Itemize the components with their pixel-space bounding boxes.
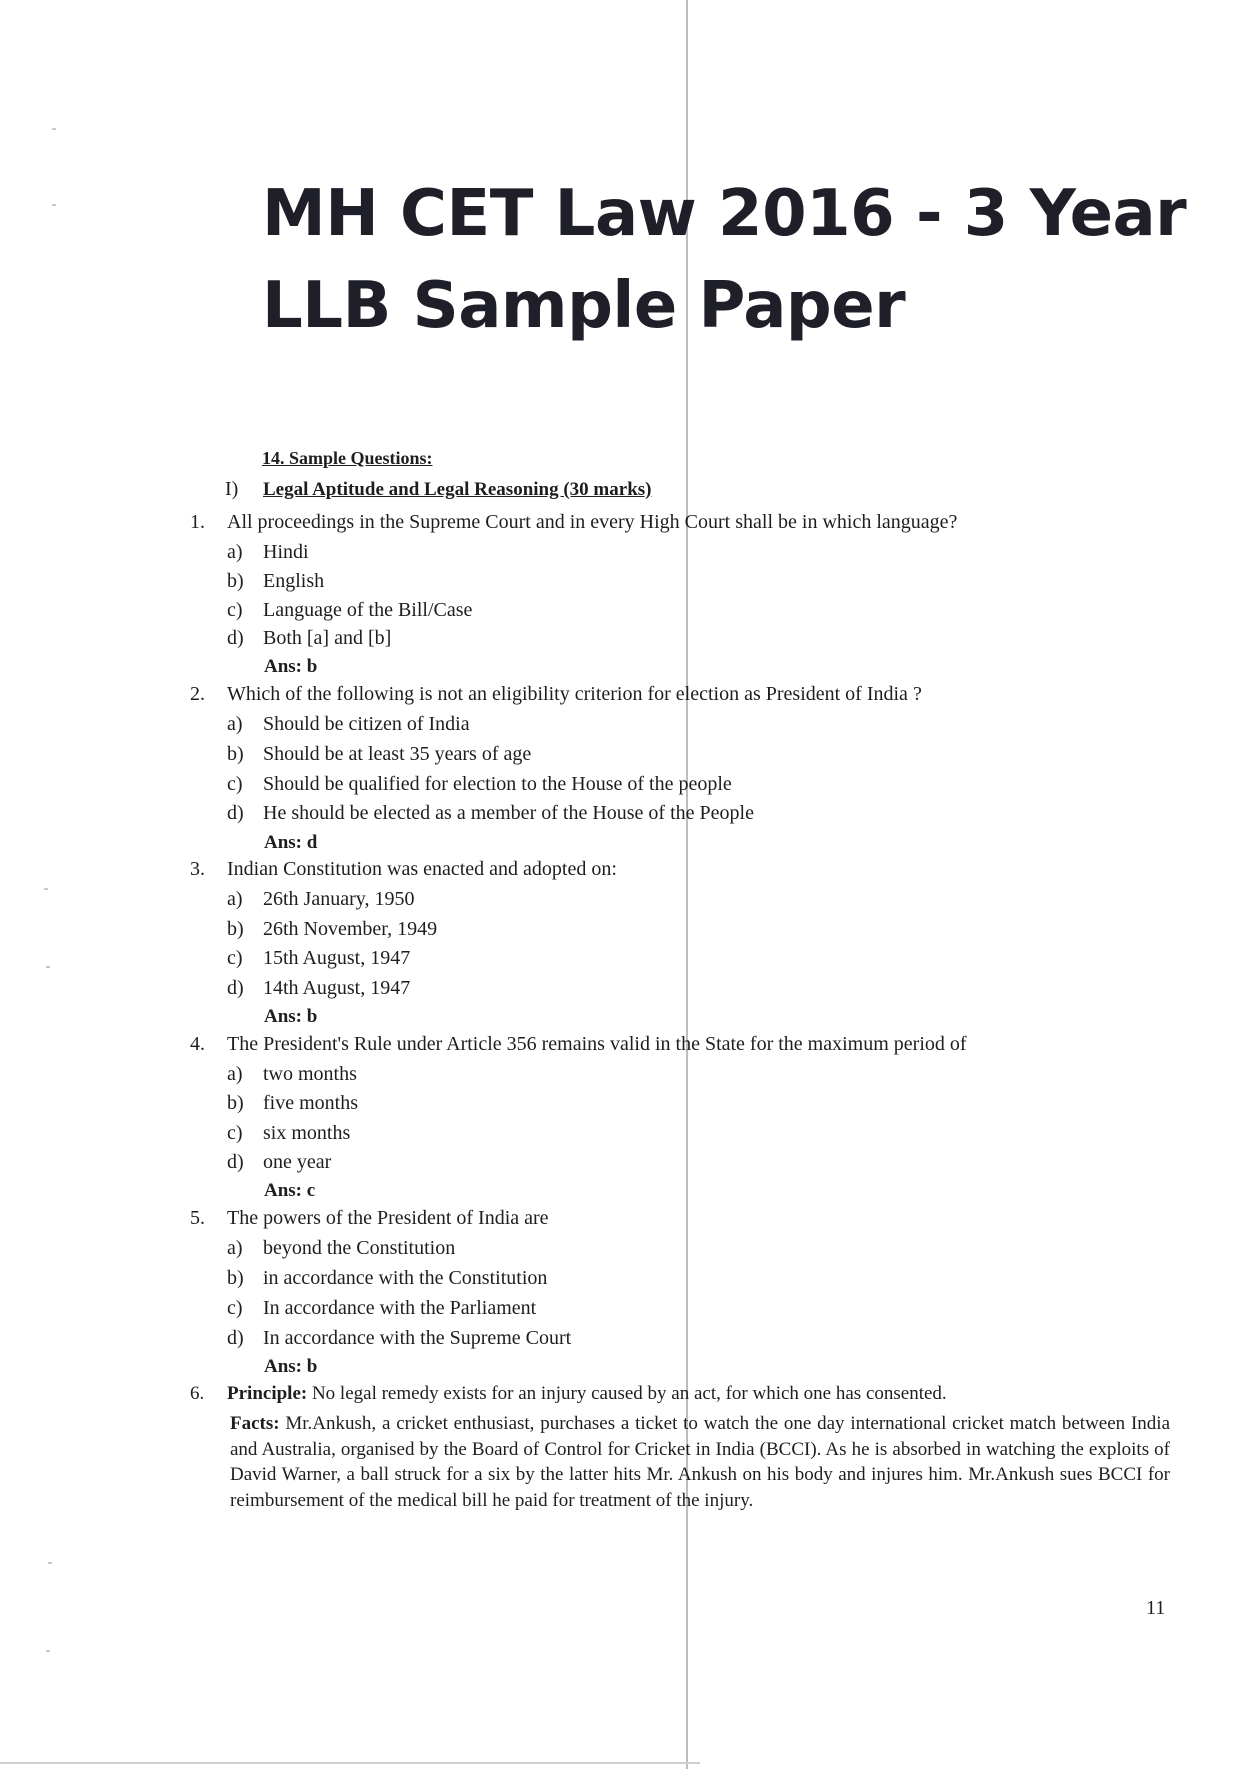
option-letter: a)	[227, 1237, 243, 1259]
question-option	[227, 773, 732, 796]
answer-key: Ans: c	[264, 1180, 316, 1201]
question-option	[227, 1267, 547, 1290]
option-text: 26th January, 1950	[263, 888, 415, 910]
scan-bottom-edge	[0, 1762, 700, 1764]
question-stem: The President's Rule under Article 356 remains valid in the State for the maximum period of	[227, 1033, 967, 1055]
option-text: Language of the Bill/Case	[263, 599, 473, 621]
answer-key: Ans: b	[264, 656, 318, 677]
option-letter: b)	[227, 1267, 244, 1289]
option-letter: b)	[227, 743, 244, 765]
option-text: Should be at least 35 years of age	[263, 743, 532, 765]
option-letter: d)	[227, 627, 244, 649]
answer-key: Ans: b	[264, 1356, 318, 1377]
scan-speck	[52, 128, 56, 130]
question-stem: The powers of the President of India are	[227, 1207, 549, 1229]
option-letter: a)	[227, 541, 243, 563]
option-letter: c)	[227, 1297, 243, 1319]
scan-speck	[46, 966, 50, 968]
question-option	[227, 541, 309, 564]
option-text: In accordance with the Supreme Court	[263, 1327, 572, 1349]
question-option	[227, 802, 754, 825]
option-letter: a)	[227, 1063, 243, 1085]
scan-speck	[46, 1650, 50, 1652]
option-letter: b)	[227, 1092, 244, 1114]
question-option	[227, 627, 391, 650]
question-option	[227, 1237, 455, 1260]
question-text	[190, 858, 617, 881]
option-text: 14th August, 1947	[263, 977, 411, 999]
page-title	[262, 168, 1187, 352]
option-letter: c)	[227, 1122, 243, 1144]
option-letter: c)	[227, 773, 243, 795]
option-letter: b)	[227, 918, 244, 940]
option-text: Should be citizen of India	[263, 713, 470, 735]
title-line-1: MH CET Law 2016 - 3 Year	[262, 177, 1187, 251]
option-text: Both [a] and [b]	[263, 627, 392, 649]
option-letter: d)	[227, 1151, 244, 1173]
question-option	[227, 599, 472, 622]
section-title: 14. Sample Questions:	[262, 448, 433, 468]
question-option	[227, 1063, 357, 1086]
question-text	[190, 1033, 967, 1056]
question-option	[227, 918, 437, 941]
question-number: 2.	[190, 683, 205, 705]
answer-key: Ans: b	[264, 1006, 318, 1027]
option-text: five months	[263, 1092, 358, 1114]
scan-speck	[44, 888, 48, 890]
part-heading	[225, 478, 651, 501]
option-text: two months	[263, 1063, 357, 1085]
question-option	[227, 1327, 571, 1350]
option-text: one year	[263, 1151, 332, 1173]
option-text: English	[263, 570, 325, 592]
question-stem: All proceedings in the Supreme Court and in every High Court shall be in which language?	[227, 511, 958, 533]
principle-text: No legal remedy exists for an injury caused by an act, for which one has consented.	[307, 1383, 947, 1404]
question-option	[227, 888, 414, 911]
question-stem: Which of the following is not an eligibility criterion for election as President of India ?	[227, 683, 922, 705]
part-label: Legal Aptitude and Legal Reasoning (30 marks)	[263, 479, 652, 500]
question-number: 1.	[190, 511, 205, 533]
question-number: 3.	[190, 858, 205, 880]
page-number: 11	[1146, 1597, 1166, 1619]
question-option	[227, 570, 324, 593]
question-option	[227, 1092, 358, 1115]
option-letter: b)	[227, 570, 244, 592]
option-letter: c)	[227, 947, 243, 969]
question-stem: Indian Constitution was enacted and adopted on:	[227, 858, 617, 880]
question-option	[227, 1151, 331, 1174]
option-text: Hindi	[263, 541, 309, 563]
principle-label: Principle:	[227, 1383, 308, 1404]
option-text: In accordance with the Parliament	[263, 1297, 537, 1319]
answer-key: Ans: d	[264, 832, 318, 853]
option-letter: a)	[227, 713, 243, 735]
option-text: 15th August, 1947	[263, 947, 411, 969]
question-text	[190, 511, 957, 534]
facts-label: Facts:	[230, 1413, 280, 1434]
question-option	[227, 1122, 350, 1145]
option-text: 26th November, 1949	[263, 918, 438, 940]
question-text	[190, 1383, 947, 1405]
question-text	[190, 1207, 549, 1230]
question-option	[227, 1297, 536, 1320]
question-option	[227, 713, 470, 736]
option-letter: a)	[227, 888, 243, 910]
question-number: 6.	[190, 1383, 205, 1404]
facts-paragraph	[230, 1411, 1170, 1513]
scan-speck	[52, 204, 56, 206]
question-text	[190, 683, 922, 706]
question-option	[227, 947, 410, 970]
option-text: six months	[263, 1122, 351, 1144]
option-letter: c)	[227, 599, 243, 621]
option-text: beyond the Constitution	[263, 1237, 456, 1259]
part-number: I)	[225, 478, 239, 500]
option-text: in accordance with the Constitution	[263, 1267, 548, 1289]
question-number: 4.	[190, 1033, 205, 1055]
option-text: Should be qualified for election to the House of the people	[263, 773, 732, 795]
option-letter: d)	[227, 1327, 244, 1349]
question-option	[227, 743, 531, 766]
question-number: 5.	[190, 1207, 205, 1229]
option-letter: d)	[227, 977, 244, 999]
facts-text: Mr.Ankush, a cricket enthusiast, purchases a ticket to watch the one day international cricket match between India and Australia, organised by the Board of Control for Cricket in India (BCCI). As he is absorbed in watching the exploits of David Warner, a ball struck for a six by the latter hits Mr. Ankush on his body and injures him. Mr.Ankush sues BCCI for reimbursement of the medical bill he paid for treatment of the injury.	[230, 1413, 1170, 1511]
option-letter: d)	[227, 802, 244, 824]
title-line-2: LLB Sample Paper	[262, 269, 906, 343]
option-text: He should be elected as a member of the House of the People	[263, 802, 754, 824]
scan-speck	[48, 1562, 52, 1564]
question-option	[227, 977, 410, 1000]
